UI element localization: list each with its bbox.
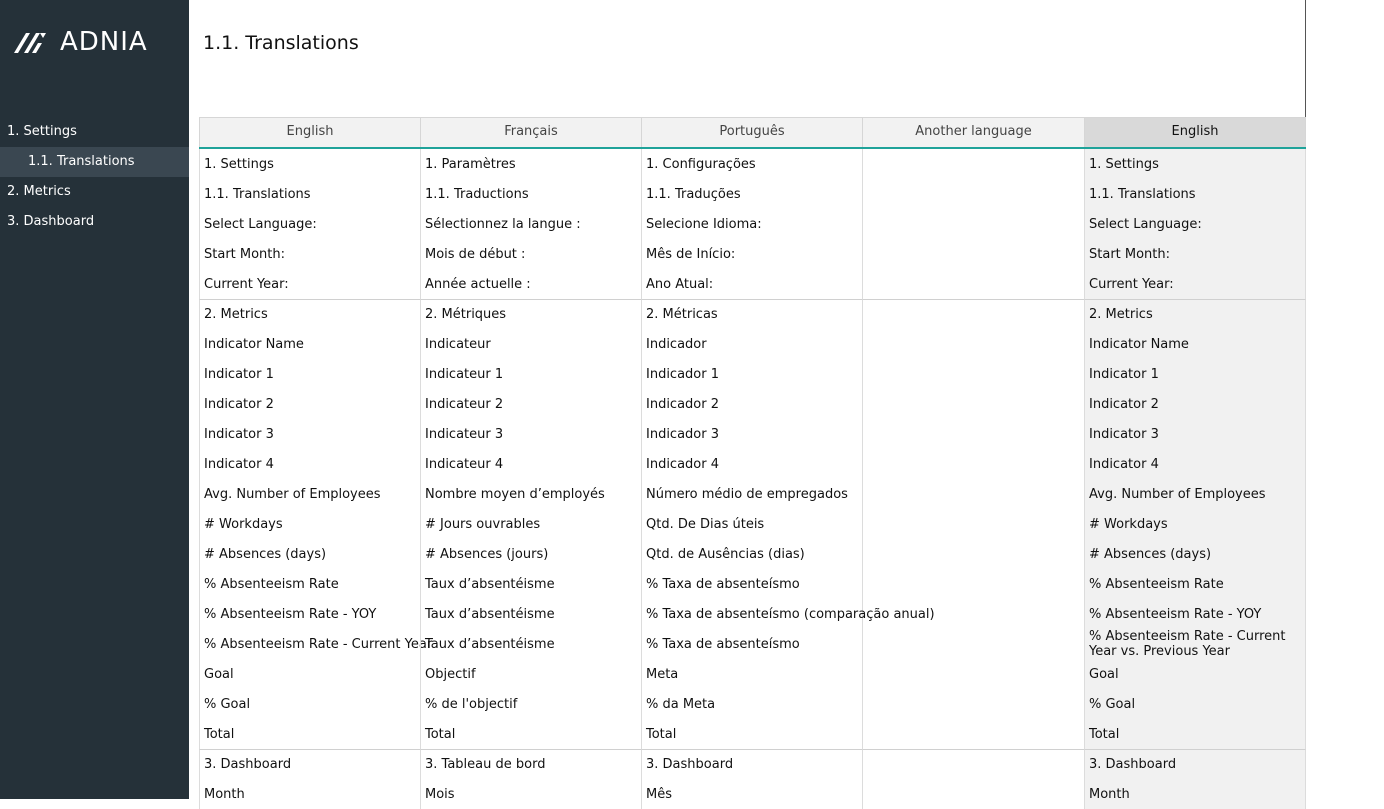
table-row	[199, 239, 1306, 269]
table-cell[interactable]	[862, 449, 1084, 479]
table-cell[interactable]	[862, 149, 1084, 179]
table-cell[interactable]: # Absences (jours)	[420, 539, 641, 569]
table-row	[199, 719, 1306, 749]
table-cell[interactable]: % Absenteeism Rate - YOY	[1084, 599, 1306, 629]
table-row	[199, 659, 1306, 689]
table-cell[interactable]: 1. Configurações	[641, 149, 862, 179]
table-cell[interactable]: Indicator 4	[199, 449, 420, 479]
table-cell[interactable]: Ano Atual:	[641, 269, 862, 299]
sidebar-item-dashboard[interactable]: 3. Dashboard	[7, 214, 95, 229]
table-cell[interactable]: Indicator 3	[1084, 419, 1306, 449]
column-header-3[interactable]: Another language	[862, 117, 1084, 147]
table-cell[interactable]: 1.1. Translations	[1084, 179, 1306, 209]
table-cell[interactable]	[862, 569, 1084, 599]
table-cell[interactable]: # Absences (days)	[1084, 539, 1306, 569]
table-cell[interactable]: % Taxa de absenteísmo (comparação anual)	[641, 599, 862, 629]
table-row	[199, 629, 1306, 659]
table-cell[interactable]: Meta	[641, 659, 862, 689]
table-cell[interactable]: # Workdays	[199, 509, 420, 539]
table-cell[interactable]: # Jours ouvrables	[420, 509, 641, 539]
table-cell[interactable]: Mês	[641, 779, 862, 809]
table-cell[interactable]: Goal	[1084, 659, 1306, 689]
table-cell[interactable]: Indicator 2	[199, 389, 420, 419]
table-cell[interactable]: 1. Paramètres	[420, 149, 641, 179]
table-cell[interactable]: Indicator 2	[1084, 389, 1306, 419]
table-cell[interactable]: % Goal	[1084, 689, 1306, 719]
table-cell[interactable]	[862, 779, 1084, 809]
table-cell[interactable]: Indicator 1	[199, 359, 420, 389]
table-cell[interactable]	[862, 209, 1084, 239]
table-cell[interactable]	[862, 329, 1084, 359]
sidebar-item-metrics[interactable]: 2. Metrics	[7, 184, 71, 199]
translations-table	[199, 117, 1306, 809]
table-cell[interactable]	[862, 749, 1084, 779]
table-cell[interactable]: % da Meta	[641, 689, 862, 719]
table-cell[interactable]: Qtd. De Dias úteis	[641, 509, 862, 539]
table-cell[interactable]: Start Month:	[1084, 239, 1306, 269]
table-row	[199, 479, 1306, 509]
table-cell[interactable]: 1.1. Translations	[199, 179, 420, 209]
table-header-row	[199, 117, 1306, 149]
table-cell[interactable]: Indicator 1	[1084, 359, 1306, 389]
table-cell[interactable]: Indicador 4	[641, 449, 862, 479]
table-cell[interactable]: Número médio de empregados	[641, 479, 862, 509]
table-cell[interactable]: % Goal	[199, 689, 420, 719]
table-row	[199, 149, 1306, 179]
column-header-1[interactable]: Français	[420, 117, 641, 147]
table-cell[interactable]: Taux d’absentéisme	[420, 599, 641, 629]
table-cell[interactable]: 1. Settings	[199, 149, 420, 179]
table-row	[199, 689, 1306, 719]
table-cell[interactable]: Indicator 4	[1084, 449, 1306, 479]
table-cell[interactable]: % Absenteeism Rate - Current Year vs. Previous Year	[1084, 629, 1306, 659]
table-cell[interactable]: Current Year:	[1084, 269, 1306, 299]
table-cell[interactable]: Start Month:	[199, 239, 420, 269]
table-row	[199, 509, 1306, 539]
table-cell[interactable]: % Absenteeism Rate - Current Year	[199, 629, 420, 659]
table-cell[interactable]	[862, 539, 1084, 569]
brand-logo	[12, 27, 148, 57]
adnia-logo-icon	[12, 27, 48, 57]
table-cell[interactable]	[862, 239, 1084, 269]
table-cell[interactable]: % de l'objectif	[420, 689, 641, 719]
table-cell[interactable]: 2. Metrics	[1084, 299, 1306, 329]
table-row	[199, 539, 1306, 569]
table-cell[interactable]: % Absenteeism Rate	[1084, 569, 1306, 599]
title-panel	[189, 0, 1306, 117]
table-body	[199, 149, 1306, 809]
table-cell[interactable]: # Absences (days)	[199, 539, 420, 569]
table-cell[interactable]	[862, 419, 1084, 449]
table-cell[interactable]: Avg. Number of Employees	[199, 479, 420, 509]
table-cell[interactable]: Total	[1084, 719, 1306, 749]
table-row	[199, 569, 1306, 599]
table-row	[199, 179, 1306, 209]
main-content	[189, 0, 1384, 802]
table-cell[interactable]: 2. Métriques	[420, 299, 641, 329]
table-cell[interactable]	[862, 509, 1084, 539]
table-cell[interactable]: Objectif	[420, 659, 641, 689]
table-cell[interactable]: Indicateur 2	[420, 389, 641, 419]
table-row	[199, 599, 1306, 629]
table-cell[interactable]: Taux d’absentéisme	[420, 629, 641, 659]
table-cell[interactable]: Indicador 2	[641, 389, 862, 419]
table-cell[interactable]: Current Year:	[199, 269, 420, 299]
table-row	[199, 749, 1306, 779]
table-cell[interactable]: 3. Dashboard	[1084, 749, 1306, 779]
table-row	[199, 449, 1306, 479]
table-cell[interactable]: Indicador 3	[641, 419, 862, 449]
table-row	[199, 389, 1306, 419]
table-cell[interactable]: Month	[1084, 779, 1306, 809]
table-row	[199, 209, 1306, 239]
table-cell[interactable]: Mês de Início:	[641, 239, 862, 269]
table-cell[interactable]: # Workdays	[1084, 509, 1306, 539]
table-cell[interactable]	[862, 659, 1084, 689]
table-cell[interactable]: Indicateur 3	[420, 419, 641, 449]
table-cell[interactable]: Mois de début :	[420, 239, 641, 269]
table-cell[interactable]: 3. Dashboard	[641, 749, 862, 779]
table-cell[interactable]: % Taxa de absenteísmo	[641, 629, 862, 659]
table-cell[interactable]: 3. Tableau de bord	[420, 749, 641, 779]
table-cell[interactable]: Indicador 1	[641, 359, 862, 389]
table-cell[interactable]	[862, 479, 1084, 509]
table-cell[interactable]	[862, 629, 1084, 659]
column-header-0[interactable]: English	[199, 117, 420, 147]
table-cell[interactable]	[862, 269, 1084, 299]
table-cell[interactable]: Total	[199, 719, 420, 749]
table-cell[interactable]: Total	[420, 719, 641, 749]
table-cell[interactable]: 3. Dashboard	[199, 749, 420, 779]
table-cell[interactable]: Nombre moyen d’employés	[420, 479, 641, 509]
table-cell[interactable]: % Absenteeism Rate	[199, 569, 420, 599]
table-cell[interactable]: Mois	[420, 779, 641, 809]
table-cell[interactable]: Indicador	[641, 329, 862, 359]
table-cell[interactable]: 2. Métricas	[641, 299, 862, 329]
table-cell[interactable]	[862, 179, 1084, 209]
table-cell[interactable]: Avg. Number of Employees	[1084, 479, 1306, 509]
table-cell[interactable]: Sélectionnez la langue :	[420, 209, 641, 239]
table-cell[interactable]	[862, 719, 1084, 749]
table-cell[interactable]: Selecione Idioma:	[641, 209, 862, 239]
table-cell[interactable]: Month	[199, 779, 420, 809]
table-cell[interactable]: % Taxa de absenteísmo	[641, 569, 862, 599]
table-row	[199, 269, 1306, 299]
table-cell[interactable]	[862, 389, 1084, 419]
sidebar-item-translations[interactable]: 1.1. Translations	[0, 147, 189, 177]
page-title: 1.1. Translations	[203, 32, 359, 54]
table-cell[interactable]	[862, 689, 1084, 719]
table-cell[interactable]: Année actuelle :	[420, 269, 641, 299]
table-cell[interactable]: Select Language:	[1084, 209, 1306, 239]
table-cell[interactable]: Indicateur	[420, 329, 641, 359]
table-cell[interactable]: Select Language:	[199, 209, 420, 239]
table-cell[interactable]: Indicator Name	[199, 329, 420, 359]
table-cell[interactable]: 1.1. Traductions	[420, 179, 641, 209]
table-row	[199, 779, 1306, 809]
table-cell[interactable]: Taux d’absentéisme	[420, 569, 641, 599]
table-cell[interactable]: Indicateur 4	[420, 449, 641, 479]
table-cell[interactable]: % Absenteeism Rate - YOY	[199, 599, 420, 629]
table-cell[interactable]: 1. Settings	[1084, 149, 1306, 179]
sidebar-item-settings[interactable]: 1. Settings	[7, 124, 77, 139]
table-cell[interactable]: Indicator 3	[199, 419, 420, 449]
column-header-2[interactable]: Português	[641, 117, 862, 147]
table-cell[interactable]: Indicateur 1	[420, 359, 641, 389]
table-cell[interactable]: 1.1. Traduções	[641, 179, 862, 209]
column-header-4[interactable]: English	[1084, 117, 1306, 147]
sidebar	[0, 0, 189, 799]
brand-name: ADNIA	[60, 27, 148, 57]
table-row	[199, 299, 1306, 329]
table-cell[interactable]: 2. Metrics	[199, 299, 420, 329]
table-cell[interactable]: Indicator Name	[1084, 329, 1306, 359]
table-cell[interactable]	[862, 359, 1084, 389]
table-row	[199, 359, 1306, 389]
table-cell[interactable]: Goal	[199, 659, 420, 689]
table-cell[interactable]	[862, 299, 1084, 329]
table-cell[interactable]: Qtd. de Ausências (dias)	[641, 539, 862, 569]
table-row	[199, 419, 1306, 449]
table-cell[interactable]: Total	[641, 719, 862, 749]
table-row	[199, 329, 1306, 359]
